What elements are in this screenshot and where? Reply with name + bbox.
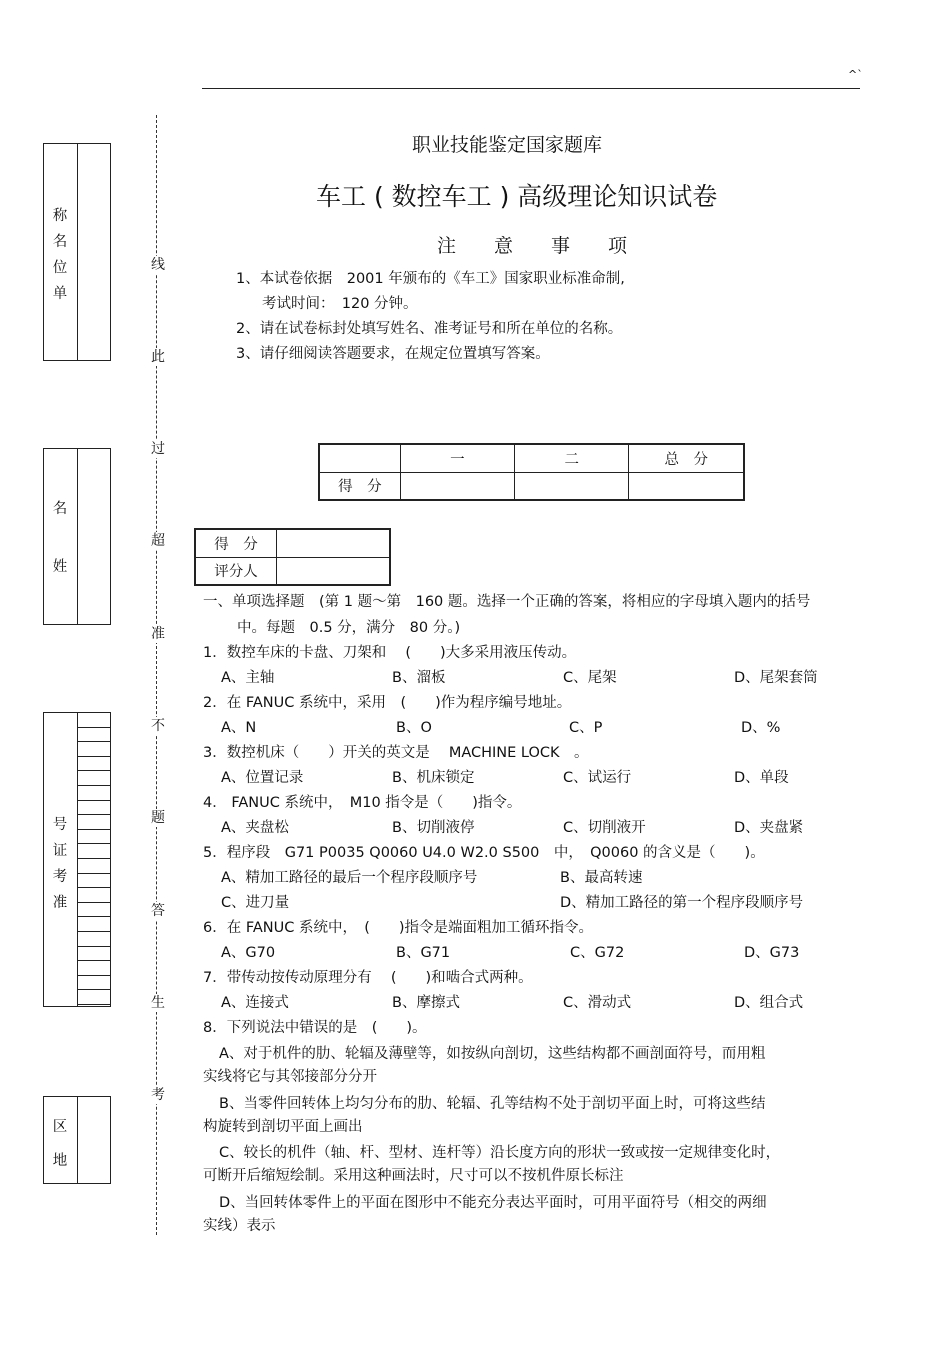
option-text: B、当零件回转体上均匀分布的肋、轮辐、孔等结构不处于剖切平面上时，可将这些结 — [219, 1096, 766, 1112]
notice-item: 1、本试卷依据 2001 年颁布的《车工》国家职业标准命制, — [236, 271, 625, 287]
option-text: 实线）表示 — [203, 1218, 276, 1234]
grader-table — [194, 528, 391, 586]
cut-char: 答 — [151, 903, 165, 919]
question-stem: 3．数控机床（ ）开关的英文是 MACHINE LOCK 。 — [203, 745, 589, 761]
corner-mark: ^` — [848, 68, 863, 81]
score-table-header — [319, 444, 400, 472]
question-stem: 2．在 FANUC 系统中，采用 ( )作为程序编号地址。 — [203, 695, 572, 711]
score-cell[interactable] — [400, 472, 514, 500]
name-label-char: 名 — [52, 501, 68, 517]
grader-score-cell[interactable] — [277, 529, 391, 557]
option-c: C、试运行 — [563, 770, 632, 786]
option-b: B、O — [396, 720, 432, 736]
option-a: A、连接式 — [221, 995, 289, 1011]
option-a: A、精加工路径的最后一个程序段顺序号 — [221, 870, 478, 886]
cut-line — [156, 115, 157, 1235]
grader-name-label: 评分人 — [195, 557, 277, 585]
option-text: D、当回转体零件上的平面在图形中不能充分表达平面时，可用平面符号（相交的两细 — [219, 1195, 767, 1211]
id-label-char: 考 — [52, 869, 68, 885]
score-table-header: 总 分 — [629, 444, 744, 472]
question-stem: 8．下列说法中错误的是 ( )。 — [203, 1020, 427, 1036]
grader-name-cell[interactable] — [277, 557, 391, 585]
score-cell[interactable] — [515, 472, 629, 500]
option-d: D、尾架套筒 — [734, 670, 818, 686]
exam-title: 车工 ( 数控车工 ) 高级理论知识试卷 — [316, 182, 718, 211]
question-stem: 6．在 FANUC 系统中， ( )指令是端面粗加工循环指令。 — [203, 920, 594, 936]
section-instructions: 中。每题 0.5 分，满分 80 分。) — [237, 620, 461, 636]
question-stem: 7．带传动按传动原理分有 ( )和啮合式两种。 — [203, 970, 533, 986]
option-c: C、尾架 — [563, 670, 617, 686]
cut-char: 过 — [151, 441, 165, 457]
cut-char: 考 — [151, 1087, 165, 1103]
unit-label-char: 名 — [52, 234, 68, 250]
region-label-char: 地 — [52, 1153, 68, 1169]
cut-char: 生 — [151, 995, 165, 1011]
option-text: 构旋转到剖切平面上画出 — [203, 1119, 363, 1135]
option-b: B、切削液停 — [392, 820, 475, 836]
option-d: D、单段 — [734, 770, 789, 786]
unit-label-char: 位 — [52, 260, 68, 276]
notice-heading: 注 意 事 项 — [437, 235, 628, 257]
score-summary-table — [318, 443, 745, 501]
option-c: C、滑动式 — [563, 995, 632, 1011]
option-text: 可断开后缩短绘制。采用这种画法时，尺寸可以不按机件原长标注 — [203, 1168, 624, 1184]
option-c: C、G72 — [570, 945, 625, 961]
option-b: B、溜板 — [392, 670, 446, 686]
cut-char: 准 — [151, 626, 165, 642]
cut-char: 超 — [151, 533, 165, 549]
option-a: A、夹盘松 — [221, 820, 289, 836]
score-table-header: 二 — [515, 444, 629, 472]
notice-item: 2、请在试卷标封处填写姓名、准考证号和所在单位的名称。 — [236, 321, 623, 337]
option-d: D、组合式 — [734, 995, 804, 1011]
option-b: B、机床锁定 — [392, 770, 475, 786]
unit-name-field[interactable] — [43, 143, 111, 361]
option-a: A、N — [221, 720, 257, 736]
notice-item: 3、请仔细阅读答题要求，在规定位置填写答案。 — [236, 346, 550, 362]
option-a: A、G70 — [221, 945, 276, 961]
score-row-label: 得 分 — [319, 472, 400, 500]
unit-label-char: 单 — [52, 286, 68, 302]
option-d: D、夹盘紧 — [734, 820, 804, 836]
number-digit-boxes[interactable] — [77, 713, 110, 1006]
cut-char: 此 — [151, 349, 165, 365]
option-c: C、进刀量 — [221, 895, 290, 911]
id-label-char: 号 — [52, 817, 68, 833]
region-label-char: 区 — [52, 1119, 68, 1135]
cut-char: 不 — [151, 718, 165, 734]
question-stem: 1．数控车床的卡盘、刀架和 ( )大多采用液压传动。 — [203, 645, 577, 661]
option-b: B、G71 — [396, 945, 451, 961]
question-stem: 5．程序段 G71 P0035 Q0060 U4.0 W2.0 S500 中， Q0060 的含义是（ )。 — [203, 845, 765, 861]
name-field[interactable] — [43, 448, 111, 625]
option-c: C、切削液开 — [563, 820, 646, 836]
question-stem: 4． FANUC 系统中， M10 指令是（ )指令。 — [203, 795, 522, 811]
notice-item: 考试时间： 120 分钟。 — [262, 296, 418, 312]
id-label-char: 准 — [52, 895, 68, 911]
score-table-header: 一 — [400, 444, 514, 472]
option-b: B、最高转速 — [560, 870, 643, 886]
option-text: A、对于机件的肋、轮辐及薄壁等，如按纵向剖切，这些结构都不画剖面符号，而用粗 — [219, 1046, 766, 1062]
name-label-char: 姓 — [52, 559, 68, 575]
option-text: C、较长的机件（轴、杆、型材、连杆等）沿长度方向的形状一致或按一定规律变化时， — [219, 1145, 781, 1161]
option-text: 实线将它与其邻接部分分开 — [203, 1069, 377, 1085]
cut-char: 线 — [151, 257, 165, 273]
option-a: A、主轴 — [221, 670, 275, 686]
region-field[interactable] — [43, 1096, 111, 1184]
cut-char: 题 — [151, 810, 165, 826]
id-label-char: 证 — [52, 843, 68, 859]
unit-label-char: 称 — [52, 208, 68, 224]
option-a: A、位置记录 — [221, 770, 304, 786]
option-d: D、G73 — [744, 945, 800, 961]
section-instructions: 一、单项选择题 (第 1 题～第 160 题。选择一个正确的答案，将相应的字母填入题内的括号 — [203, 594, 811, 610]
grader-score-label: 得 分 — [195, 529, 277, 557]
option-d: D、精加工路径的第一个程序段顺序号 — [560, 895, 804, 911]
option-d: D、% — [741, 720, 781, 736]
option-b: B、摩擦式 — [392, 995, 460, 1011]
exam-bank-title: 职业技能鉴定国家题库 — [412, 134, 603, 156]
option-c: C、P — [569, 720, 603, 736]
score-cell[interactable] — [629, 472, 744, 500]
header-rule — [202, 88, 860, 89]
